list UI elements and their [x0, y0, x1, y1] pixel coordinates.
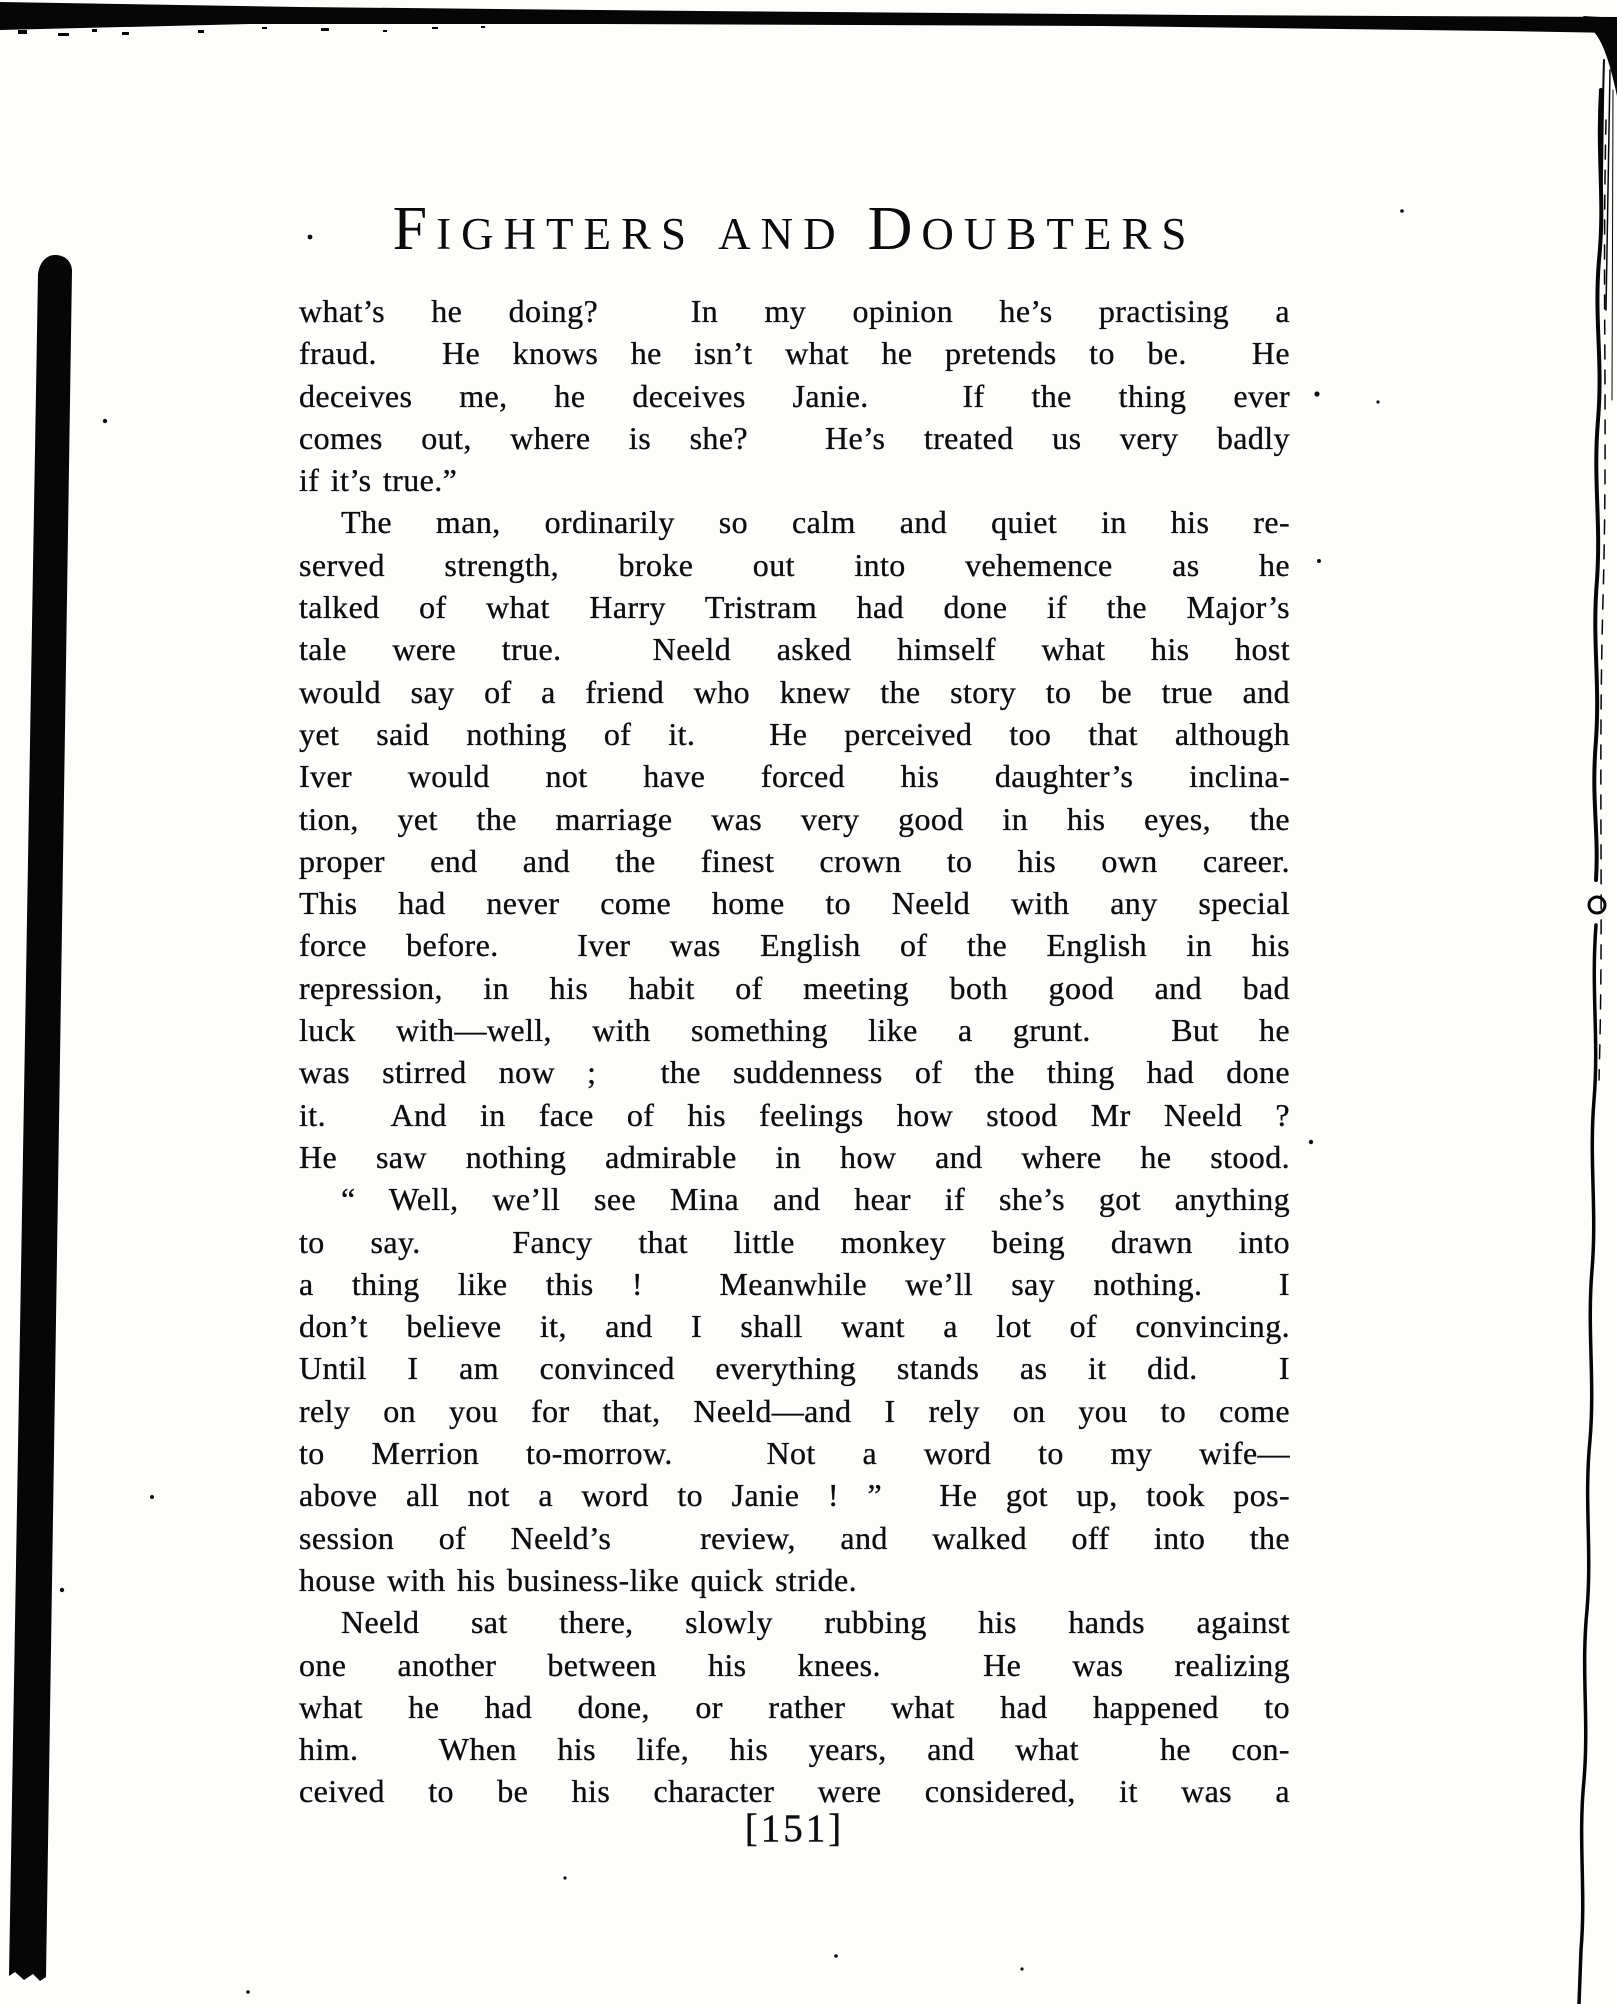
title-initial: D [867, 195, 922, 263]
text-line: repression, in his habit of meeting both good and bad [299, 969, 1290, 1006]
text-line: rely on you for that, Neeld—and I rely on you to come [299, 1392, 1290, 1429]
text-line: tion, yet the marriage was very good in his eyes, the [299, 800, 1290, 837]
paragraph [299, 501, 1290, 1178]
text-line: if it’s true.” [299, 462, 458, 499]
text-line: Neeld sat there, slowly rubbing his hands against [341, 1604, 1290, 1641]
text-line: above all not a word to Janie ! ” He got up, took pos- [299, 1477, 1290, 1514]
text-line: to Merrion to-morrow. Not a word to my wife— [299, 1435, 1290, 1472]
text-line: what’s he doing? In my opinion he’s practising a [299, 293, 1290, 329]
text-line: was stirred now ; the suddenness of the thing had done [299, 1054, 1290, 1091]
title-text: IGHTERS [436, 209, 697, 259]
paragraph [299, 1178, 1290, 1601]
text-column [299, 290, 1290, 1813]
text-line: it. And in face of his feelings how stood Mr Neeld ? [299, 1096, 1290, 1133]
text-line: The man, ordinarily so calm and quiet in his re- [341, 504, 1290, 541]
text-line: him. When his life, his years, and what he con- [299, 1731, 1290, 1768]
text-line: a thing like this ! Meanwhile we’ll say nothing. I [299, 1265, 1290, 1302]
text-line: “ Well, we’ll see Mina and hear if she’s got anything [341, 1181, 1290, 1218]
text-line: served strength, broke out into vehemence as he [299, 546, 1290, 583]
text-line: Until I am convinced everything stands as it did. I [299, 1350, 1290, 1387]
text-line: He saw nothing admirable in how and where he stood. [299, 1138, 1290, 1175]
title-text: AND [718, 209, 846, 259]
text-line: deceives me, he deceives Janie. If the thing ever [299, 377, 1290, 414]
text-line: This had never come home to Neeld with any special [299, 885, 1290, 922]
text-line: proper end and the finest crown to his own career. [299, 842, 1290, 879]
text-line: don’t believe it, and I shall want a lot of convincing. [299, 1308, 1290, 1345]
text-line: talked of what Harry Tristram had done if the Major’s [299, 589, 1290, 626]
text-line: one another between his knees. He was realizing [299, 1646, 1290, 1683]
text-line: fraud. He knows he isn’t what he pretends to be. He [299, 335, 1290, 372]
page-number: [151] [744, 1807, 845, 1850]
text-line: session of Neeld’s review, and walked off into the [299, 1519, 1290, 1556]
text-line: would say of a friend who knew the story to be true and [299, 673, 1290, 710]
text-line: Iver would not have forced his daughter’s inclina- [299, 758, 1290, 795]
page-title [299, 194, 1290, 265]
text-line: tale were true. Neeld asked himself what his host [299, 631, 1290, 668]
text-line: luck with—well, with something like a grunt. But he [299, 1012, 1290, 1049]
text-line: yet said nothing of it. He perceived too that although [299, 715, 1290, 752]
text-line: comes out, where is she? He’s treated us very badly [299, 419, 1290, 456]
paragraph [299, 290, 1290, 501]
text-line: house with his business-like quick stride. [299, 1561, 857, 1598]
text-line: ceived to be his character were considered, it was a [299, 1773, 1290, 1810]
paragraph [299, 1601, 1290, 1812]
title-initial: F [392, 195, 437, 263]
text-line: to say. Fancy that little monkey being drawn into [299, 1223, 1290, 1260]
text-line: what he had done, or rather what had happened to [299, 1688, 1290, 1725]
title-text: OUBTERS [921, 209, 1197, 259]
text-line: force before. Iver was English of the English in his [299, 927, 1290, 964]
